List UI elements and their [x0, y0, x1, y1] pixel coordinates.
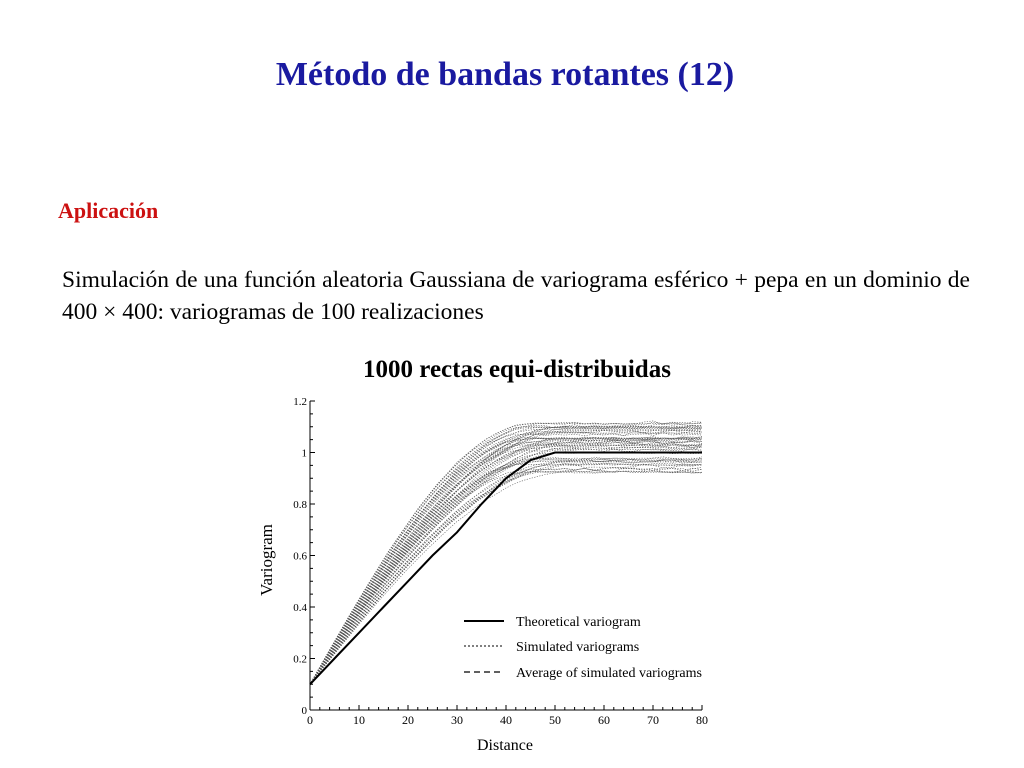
y-tick-label: 0.2 [293, 653, 307, 666]
slide-title: Método de bandas rotantes (12) [275, 56, 735, 93]
legend-label-simulated: Simulated variograms [516, 640, 640, 655]
variogram-chart [250, 388, 730, 758]
simulated-variogram-line [310, 437, 702, 684]
simulated-variogram-line [310, 464, 702, 684]
simulated-variogram-line [310, 438, 702, 685]
simulated-variogram-line [310, 458, 702, 685]
y-axis-label: Variogram [257, 524, 276, 596]
simulated-variogram-line [310, 431, 702, 684]
simulated-variogram-line [310, 471, 702, 684]
simulated-variogram-line [310, 464, 702, 684]
simulated-variogram-line [310, 427, 702, 684]
y-tick-label: 0.6 [293, 550, 307, 563]
simulated-variogram-line [310, 440, 702, 684]
chart-legend [464, 615, 702, 681]
simulated-variogram-lines [310, 421, 702, 684]
simulated-variogram-line [310, 459, 702, 684]
simulated-variogram-line [310, 457, 702, 685]
simulated-variogram-line [310, 438, 702, 684]
x-tick-label: 20 [402, 713, 414, 727]
simulated-variogram-line [310, 444, 702, 684]
simulated-variogram-line [310, 422, 702, 684]
simulated-variogram-line [310, 444, 702, 685]
x-tick-label: 30 [451, 713, 463, 727]
simulated-variogram-line [310, 447, 702, 684]
x-tick-label: 0 [307, 713, 313, 727]
average-variogram-line [310, 453, 702, 685]
section-heading: Aplicación [58, 198, 159, 223]
simulated-variogram-line [310, 424, 702, 685]
legend-label-theoretical: Theoretical variogram [516, 615, 641, 630]
simulated-variogram-line [310, 447, 702, 684]
simulated-variogram-line [310, 468, 702, 685]
simulated-variogram-line [310, 438, 702, 685]
y-tick-label: 0 [301, 705, 307, 717]
simulated-variogram-line [310, 427, 702, 684]
x-tick-label: 40 [500, 713, 512, 727]
y-tick-label: 1 [301, 447, 307, 460]
simulated-variogram-line [310, 439, 702, 684]
simulated-variogram-line [310, 458, 702, 684]
simulated-variogram-line [310, 453, 702, 685]
simulated-variogram-line [310, 433, 702, 685]
simulated-variogram-line [310, 439, 702, 684]
chart-title: 1000 rectas equi-distribuidas [363, 356, 671, 383]
x-tick-label: 70 [647, 713, 659, 727]
simulated-variogram-line [310, 424, 702, 684]
y-tick-label: 0.4 [293, 602, 307, 614]
simulated-variogram-line [310, 452, 702, 684]
x-tick-label: 10 [353, 713, 365, 727]
x-tick-label: 60 [598, 713, 610, 727]
x-axis-label: Distance [477, 737, 533, 754]
simulated-variogram-line [310, 468, 702, 685]
simulated-variogram-line [310, 471, 702, 685]
simulated-variogram-line [310, 444, 702, 685]
simulated-variogram-line [310, 428, 702, 684]
simulated-variogram-line [310, 462, 702, 685]
body-text: Simulación de una función aleatoria Gaussiana de variograma esférico + pepa en un dominio de 400 × 400: variogramas de 100 realizaciones [62, 267, 970, 325]
y-tick-label: 1.2 [293, 396, 307, 408]
y-tick-label: 0.8 [293, 499, 307, 511]
simulated-variogram-line [310, 438, 702, 684]
legend-label-average: Average of simulated variograms [516, 666, 702, 681]
simulated-variogram-line [310, 445, 702, 685]
simulated-variogram-line [310, 437, 702, 684]
simulated-variogram-line [310, 448, 702, 684]
simulated-variogram-line [310, 460, 702, 685]
simulated-variogram-line [310, 467, 702, 684]
simulated-variogram-line [310, 449, 702, 684]
simulated-variogram-line [310, 471, 702, 684]
simulated-variogram-line [310, 461, 702, 685]
simulated-variogram-line [310, 463, 702, 684]
x-tick-label: 50 [549, 713, 561, 727]
simulated-variogram-line [310, 464, 702, 685]
simulated-variogram-line [310, 460, 702, 684]
theoretical-variogram-line [310, 453, 702, 685]
simulated-variogram-line [310, 433, 702, 684]
x-tick-label: 80 [696, 713, 708, 727]
